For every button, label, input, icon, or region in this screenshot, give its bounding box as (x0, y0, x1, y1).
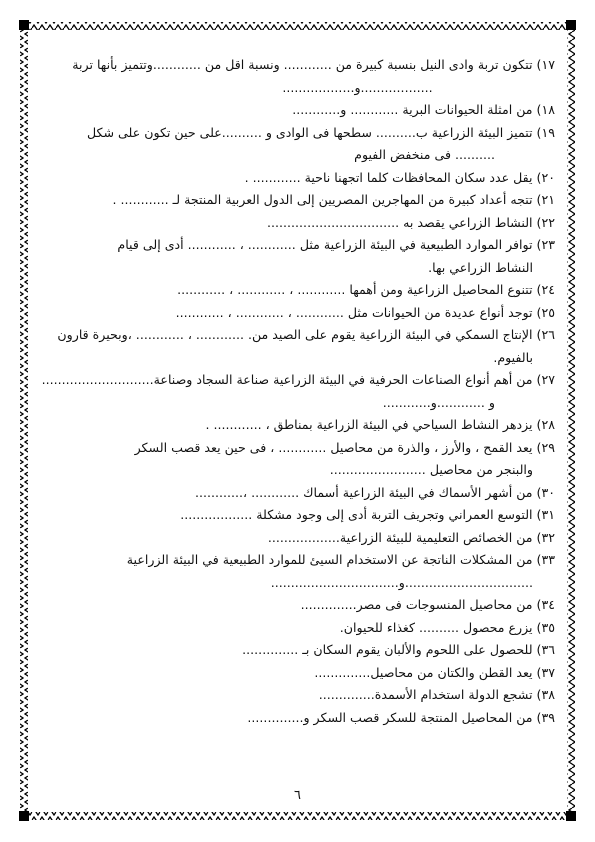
question-17: ١٧) تتكون تربة وادى النيل بنسبة كبيرة من ............ ونسبة اقل من ............وتتميز بأنها تربة (72, 57, 555, 72)
question-35: ٣٥) يزرع محصول .......... كغذاء للحيوان. (339, 619, 555, 635)
question-36: ٣٦) للحصول على اللحوم والألبان يقوم السكان بـ .............. (242, 642, 555, 657)
question-33: ٣٣) من المشكلات الناتجة عن الاستخدام السيئ للموارد الطبيعية في البيئة الزراعية (126, 552, 555, 567)
question-24: ٢٤) تتنوع المحاصيل الزراعية ومن أهمها ............ ، ............ ، ............ (177, 282, 555, 297)
question-27: ٢٧) من أهم أنواع الصناعات الحرفية في البيئة الزراعية صناعة السجاد وصناعة............................ (41, 372, 555, 387)
question-34: ٣٤) من محاصيل المنسوجات فى مصر.............. (300, 597, 555, 612)
question-38: ٣٨) تشجع الدولة استخدام الأسمدة.............. (318, 687, 555, 702)
question-28: ٢٨) يزدهر النشاط السياحي في البيئة الزراعية بمناطق ، ............ . (205, 417, 555, 432)
question-29: ٢٩) يعد القمح ، والأرز ، والذرة من محاصيل ............ ، فى حين يعد قصب السكر (134, 439, 555, 455)
question-22: ٢٢) النشاط الزراعي يقصد به ................................. (267, 214, 555, 230)
question-19: ١٩) تتميز البيئة الزراعية ب.......... سطحها فى الوادى و ..........على حين تكون على شكل (86, 124, 555, 140)
question-29-cont: والبنجر من محاصيل ........................ (329, 462, 533, 477)
question-20: ٢٠) يقل عدد سكان المحافظات كلما اتجهنا ناحية ............ . (244, 169, 555, 185)
question-26-cont: بالفيوم. (493, 349, 533, 365)
question-27-cont: و ............و............ (382, 394, 495, 410)
question-21: ٢١) تتجه أعداد كبيرة من المهاجرين المصريين إلى الدول العربية المنتجة لـ ............ . (112, 192, 555, 207)
question-26: ٢٦) الإنتاج السمكي في البيئة الزراعية يقوم على الصيد من. ............ ، ............ ،وبحيرة قارون (57, 327, 555, 342)
question-17-cont: ..................و.................. (282, 79, 433, 95)
question-32: ٣٢) من الخصائص التعليمية للبيئة الزراعية.................. (267, 529, 555, 545)
question-37: ٣٧) يعد القطن والكتان من محاصيل.............. (314, 664, 555, 680)
questions-list (40, 54, 555, 729)
page-number: ٦ (294, 788, 301, 803)
question-18: ١٨) من امثلة الحيوانات البرية ............ و............ (292, 102, 555, 117)
question-23: ٢٣) توافر الموارد الطبيعية في البيئة الزراعية مثل ............ ، ............ أدى إلى قيام (117, 237, 555, 252)
question-25: ٢٥) توجد أنواع عديدة من الحيوانات مثل ............ ، ............ ، ............ (175, 304, 555, 320)
question-31: ٣١) التوسع العمراني وتجريف التربة أدى إلى وجود مشكلة .................. (180, 507, 555, 522)
question-39: ٣٩) من المحاصيل المنتجة للسكر قصب السكر و.............. (247, 709, 555, 725)
question-30: ٣٠) من أشهر الأسماك في البيئة الزراعية أسماك ............ ،............ (195, 484, 555, 500)
question-19-cont: .......... فى منخفض الفيوم (354, 147, 495, 162)
question-33-cont: ................................و................................ (270, 574, 533, 590)
question-23-cont: النشاط الزراعي بها. (428, 259, 533, 275)
